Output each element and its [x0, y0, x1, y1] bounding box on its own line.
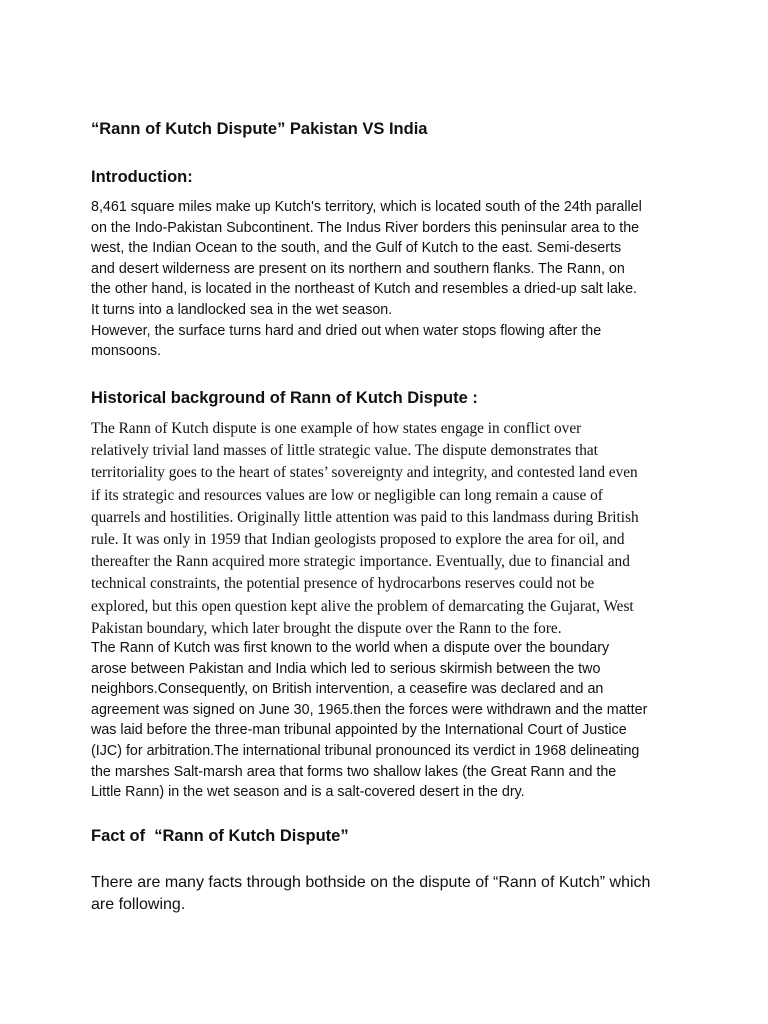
- paragraph-line: the other hand, is located in the northeast of Kutch and resembles a dried-up salt lake.: [91, 281, 637, 298]
- paragraph-line: There are many facts through bothside on the dispute of “Rann of Kutch” which: [91, 874, 651, 891]
- paragraph-line: relatively trivial land masses of little strategic value. The dispute demonstrates that: [91, 442, 598, 460]
- paragraph-line: rule. It was only in 1959 that Indian geologists proposed to explore the area for oil, and: [91, 531, 625, 549]
- paragraph-line: are following.: [91, 895, 186, 913]
- paragraph-line: if its strategic and resources values are low or negligible can long remain a cause of: [91, 486, 603, 504]
- historical-serif-paragraph: [91, 418, 691, 640]
- paragraph-line: However, the surface turns hard and dried out when water stops flowing after the: [91, 322, 602, 339]
- paragraph-line: west, the Indian Ocean to the south, and the Gulf of Kutch to the east. Semi-deserts: [91, 240, 622, 257]
- paragraph-line: on the Indo-Pakistan Subcontinent. The Indus River borders this peninsular area to the: [91, 219, 640, 236]
- paragraph-line: territoriality goes to the heart of states’ sovereignty and integrity, and contested land even: [91, 464, 638, 482]
- paragraph-line: arose between Pakistan and India which led to serious skirmish between the two: [91, 660, 601, 677]
- paragraph-line: It turns into a landlocked sea in the wet season.: [91, 301, 393, 318]
- paragraph-line: and desert wilderness are present on its northern and southern flanks. The Rann, on: [91, 260, 625, 277]
- facts-heading: Fact of “Rann of Kutch Dispute”: [91, 827, 349, 845]
- paragraph-line: agreement was signed on June 30, 1965.then the forces were withdrawn and the matter: [91, 701, 648, 718]
- paragraph-line: (IJC) for arbitration.The international tribunal pronounced its verdict in 1968 delineating: [91, 742, 640, 759]
- introduction-paragraph: [91, 197, 691, 362]
- paragraph-line: neighbors.Consequently, on British intervention, a ceasefire was declared and an: [91, 681, 604, 698]
- paragraph-line: The Rann of Kutch dispute is one example of how states engage in conflict over: [91, 420, 582, 437]
- paragraph-line: Little Rann) in the wet season and is a salt-covered desert in the dry.: [91, 784, 525, 801]
- paragraph-line: was laid before the three-man tribunal appointed by the International Court of Justice: [91, 722, 627, 739]
- paragraph-line: technical constraints, the potential presence of hydrocarbons reserves could not be: [91, 575, 595, 593]
- paragraph-line: Pakistan boundary, which later brought the dispute over the Rann to the fore.: [91, 619, 562, 637]
- paragraph-line: explored, but this open question kept alive the problem of demarcating the Gujarat, West: [91, 597, 634, 615]
- facts-paragraph: [91, 872, 691, 915]
- paragraph-line: 8,461 square miles make up Kutch's territory, which is located south of the 24th parallel: [91, 199, 642, 215]
- paragraph-line: monsoons.: [91, 343, 161, 360]
- paragraph-line: The Rann of Kutch was first known to the world when a dispute over the boundary: [91, 640, 610, 656]
- historical-background-heading: Historical background of Rann of Kutch Dispute :: [91, 389, 478, 407]
- historical-sans-paragraph: [91, 638, 691, 803]
- introduction-heading: Introduction:: [91, 168, 193, 186]
- paragraph-line: quarrels and hostilities. Originally little attention was paid to this landmass during British: [91, 508, 639, 526]
- paragraph-line: thereafter the Rann acquired more strategic importance. Eventually, due to financial and: [91, 553, 630, 571]
- document-title: “Rann of Kutch Dispute” Pakistan VS India: [91, 120, 428, 138]
- paragraph-line: the marshes Salt-marsh area that forms two shallow lakes (the Great Rann and the: [91, 763, 617, 780]
